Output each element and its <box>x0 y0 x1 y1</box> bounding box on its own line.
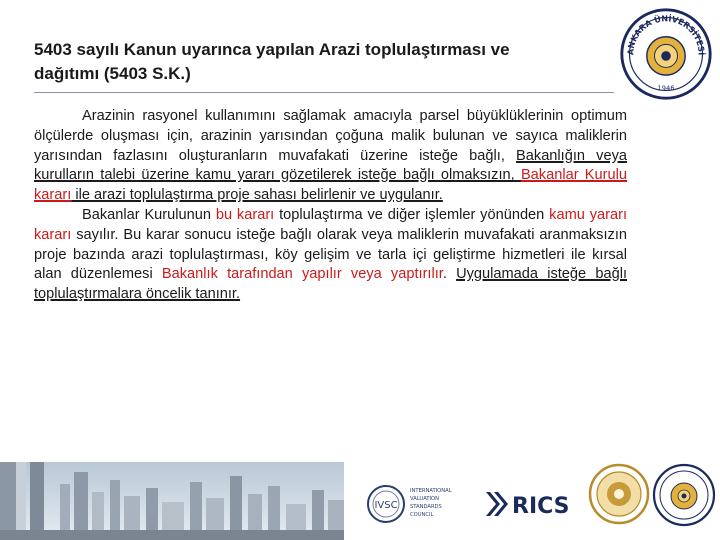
title-line-1: 5403 sayılı Kanun uyarınca yapılan Arazi toplulaştırması ve <box>34 40 510 59</box>
para1-text: Arazinin rasyonel kullanımını sağlamak amacıyla parsel büyüklüklerinin optimum ölçülerde oluşması için, arazinin yarısından çoğuna malik bulunan ve sayıca maliklerin yarısından fazlasını oluşturanların muvafakati üzerine isteğe bağlı, <box>34 108 627 164</box>
para2-text-4: . <box>442 266 457 283</box>
para2-red-1: bu kararı <box>215 206 275 223</box>
ivsc-caption-3: STANDARDS <box>410 504 442 510</box>
seal-year: 1946 <box>657 84 675 93</box>
para2-red-3: Bakanlık tarafından yapılır veya yaptırılır <box>161 266 443 283</box>
ivsc-logo <box>366 478 466 530</box>
para1-red-underlined: Bakanlar Kurulu kararı <box>34 167 627 204</box>
para1-underlined-end: ile arazi toplulaştırma proje sahası belirlenir ve uygulanır. <box>71 187 443 204</box>
ivsc-caption-1: INTERNATIONAL <box>410 488 452 494</box>
university-seal-logo <box>618 6 714 102</box>
seal-text: ANKARA ÜNİVERSİTESİ <box>625 13 707 56</box>
slide-title <box>34 38 604 86</box>
paragraph-2 <box>34 206 627 305</box>
para2-text-3: sayılır. Bu karar sonucu isteğe bağlı olarak veya maliklerin muvafakati aranmaksızın proje bazında arazi toplulaştırması, köy gelişim ve tarla içi geliştirme hizmetleri ile kırsal alan düzenlemesi <box>34 226 627 283</box>
rics-logo <box>478 478 584 530</box>
university-seal-logo-small <box>652 463 716 527</box>
title-divider <box>34 92 614 93</box>
para2-text-1: Bakanlar Kurulunun <box>82 206 216 223</box>
gold-seal-logo <box>588 463 650 525</box>
ivsc-caption-2: VALUATION <box>410 496 439 502</box>
para2-text-2: toplulaştırma ve diğer işlemler yönünden <box>274 206 550 223</box>
para2-underlined: Uygulamada isteğe bağlı toplulaştırmalara öncelik tanınır. <box>34 266 627 303</box>
para1-underlined: Bakanlığın veya kurulların talebi üzerine kamu yararı gözetilerek isteğe bağlı olmaksızın, <box>34 147 627 184</box>
city-skyline-image <box>0 462 344 540</box>
title-line-2: dağıtımı (5403 S.K.) <box>34 64 191 83</box>
ivsc-logo-text: IVSC <box>374 500 398 511</box>
para2-red-2: kamu yararı kararı <box>34 206 627 243</box>
paragraph-1 <box>34 107 627 206</box>
ivsc-caption-4: COUNCIL <box>410 512 434 518</box>
rics-logo-text: RICS <box>512 494 570 519</box>
slide-body <box>34 107 627 305</box>
